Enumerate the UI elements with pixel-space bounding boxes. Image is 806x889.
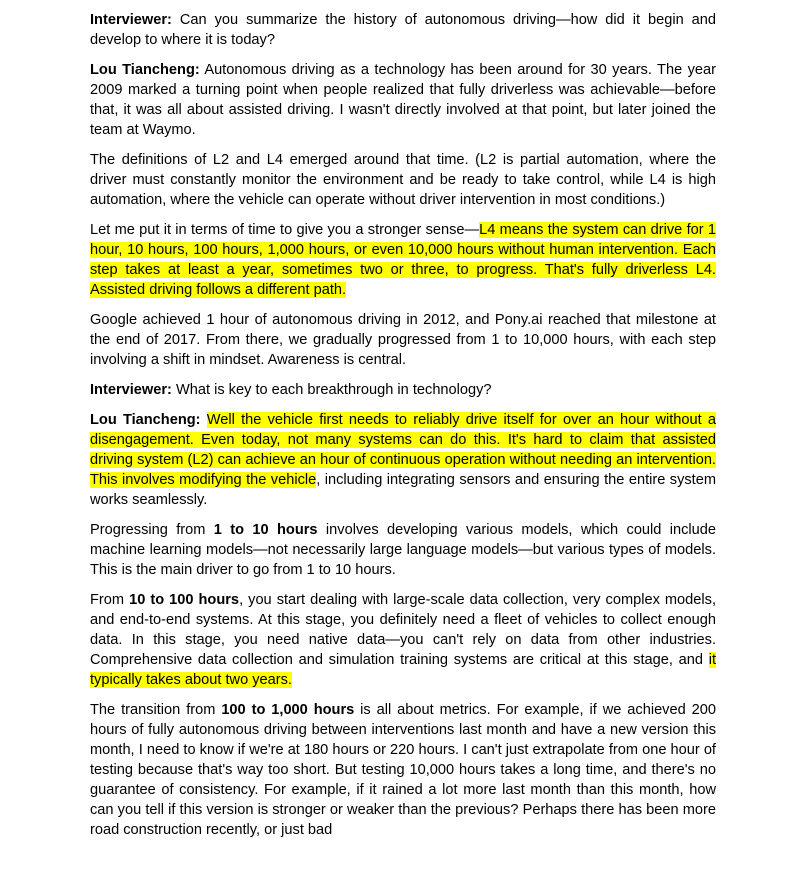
paragraph-text: involves developing various models, which could include machine learning models—not necessarily large language models—but various types of models. This is the main driver to go from 1 to 10 hours. <box>90 522 717 578</box>
paragraph-text: , you start dealing with large-scale data collection, very complex models, and end-to-end systems. At this stage, you definitely need a fleet of vehicles to collect enough data. In this stage, you need native data—you can't rely on data from other industries. Comprehensive data collection and simulation training systems are critical at this stage, and <box>90 592 716 668</box>
paragraph-text: , including integrating sensors and ensuring the entire system works seamlessly. <box>90 472 716 508</box>
bold-text: 100 to 1,000 hours <box>221 702 355 718</box>
paragraph-3 <box>90 150 716 210</box>
paragraph-text: Progressing from <box>90 522 214 538</box>
speaker-label: Interviewer: <box>90 12 172 28</box>
speaker-label: Lou Tiancheng: <box>90 62 200 78</box>
paragraph-text: is all about metrics. For example, if we achieved 200 hours of fully autonomous driving between interventions last month and have a new version this month, I need to know if we're at 180 hours or 220 hours. I can't just extrapolate from one hour of testing because that's way too short. But testing 10,000 hours takes a long time, and there's no guarantee of consistency. For example, if it rained a lot more last month than this month, how can you tell if this version is stronger or weaker than the previous? Perhaps there has been more road construction recently, or just bad <box>90 702 716 838</box>
paragraph-1 <box>90 10 716 50</box>
speaker-label: Interviewer: <box>90 382 172 398</box>
highlighted-text: L4 means the system can drive for 1 hour, 10 hours, 100 hours, 1,000 hours, or even 10,000 hours without human intervention. Each step takes at least a year, sometimes two or three, to progress. That's fully driverless L4. Assisted driving follows a different path. <box>90 222 717 298</box>
paragraph-5 <box>90 310 716 370</box>
paragraph-4 <box>90 220 716 300</box>
paragraph-10 <box>90 700 716 840</box>
paragraph-text: Let me put it in terms of time to give you a stronger sense— <box>90 222 480 238</box>
highlighted-text: Well the vehicle first needs to reliably drive itself for over an hour without a disengagement. Even today, not many systems can do this. It's hard to claim that assisted driving system (L2) can achieve an hour of continuous operation without needing an intervention. This involves modifying the vehicle <box>90 412 717 488</box>
document-page <box>90 10 716 850</box>
paragraph-text: The transition from <box>90 702 222 718</box>
paragraph-text: From <box>90 592 130 608</box>
paragraph-7 <box>90 410 716 510</box>
paragraph-2 <box>90 60 716 140</box>
paragraph-9 <box>90 590 716 690</box>
paragraph-8 <box>90 520 716 580</box>
paragraph-text: Can you summarize the history of autonomous driving—how did it begin and develop to where it is today? <box>90 12 716 48</box>
bold-text: 10 to 100 hours <box>129 592 240 608</box>
paragraph-text: Google achieved 1 hour of autonomous driving in 2012, and Pony.ai reached that milestone at the end of 2017. From there, we gradually progressed from 1 to 10,000 hours, with each step involving a shift in mindset. Awareness is central. <box>90 312 716 368</box>
speaker-label: Lou Tiancheng: <box>90 412 201 428</box>
paragraph-text: The definitions of L2 and L4 emerged around that time. (L2 is partial automation, where the driver must constantly monitor the environment and be ready to take control, while L4 is high automation, where the vehicle can operate without driver intervention in most conditions.) <box>90 152 716 208</box>
paragraph-text: What is key to each breakthrough in technology? <box>171 382 492 398</box>
highlighted-text: it typically takes about two years. <box>90 652 716 688</box>
paragraph-6 <box>90 380 716 400</box>
bold-text: 1 to 10 hours <box>213 522 318 538</box>
paragraph-text: Autonomous driving as a technology has been around for 30 years. The year 2009 marked a turning point when people realized that fully driverless was achievable—before that, it was all about assisted driving. I wasn't directly involved at that point, but later joined the team at Waymo. <box>90 62 717 138</box>
separator-space <box>201 412 207 428</box>
